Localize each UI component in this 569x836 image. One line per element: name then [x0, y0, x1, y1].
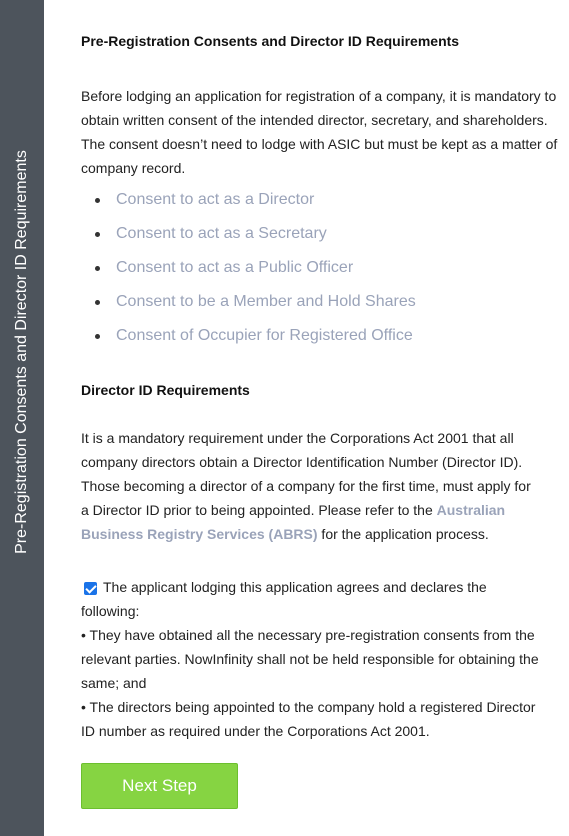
section-title-director-id: Director ID Requirements [81, 382, 250, 398]
list-item[interactable] [95, 254, 416, 288]
agreement-text: The applicant lodging this application agrees and declares the following: [81, 579, 487, 619]
list-item[interactable] [95, 288, 416, 322]
director-id-paragraph [81, 426, 541, 546]
consent-link[interactable]: Consent to be a Member and Hold Shares [116, 293, 416, 310]
agreement-block [81, 575, 541, 743]
director-id-text-end: for the application process. [317, 526, 489, 542]
section-title-consents: Pre-Registration Consents and Director ID Requirements [81, 33, 460, 49]
consent-list [95, 186, 416, 356]
list-item[interactable] [95, 186, 416, 220]
consents-intro: Before lodging an application for registration of a company, it is mandatory to obtain written consent of the intended director, secretary, and shareholders. The consent doesn’t need to lodge with ASIC but must be kept as a matter of company record. [81, 88, 558, 176]
list-item[interactable] [95, 220, 416, 254]
agreement-director-id-declaration: • The directors being appointed to the company hold a registered Director ID number as required under the Corporations Act 2001. [81, 699, 536, 739]
bullet-icon [95, 198, 100, 203]
sidebar-title: Pre-Registration Consents and Director ID Requirements [13, 150, 30, 554]
consent-link[interactable]: Consent to act as a Director [116, 191, 315, 208]
agreement-line [81, 575, 541, 623]
consent-link[interactable]: Consent of Occupier for Registered Office [116, 327, 413, 344]
agreement-consents-declaration: • They have obtained all the necessary pre-registration consents from the relevant parties. NowInfinity shall not be held responsible for obtaining the same; and [81, 627, 539, 691]
bullet-icon [95, 266, 100, 271]
bullet-icon [95, 300, 100, 305]
abrs-link[interactable]: Australian Business Registry Services (ABRS) [81, 502, 506, 542]
sidebar [0, 0, 44, 836]
consent-link[interactable]: Consent to act as a Public Officer [116, 259, 354, 276]
bullet-icon [95, 334, 100, 339]
list-item[interactable] [95, 322, 416, 356]
director-id-text: It is a mandatory requirement under the Corporations Act 2001 that all company directors obtain a Director Identification Number (Director ID). Those becoming a director of a company for the first time, must apply for a Director ID prior to being appointed. Please refer to the [81, 430, 531, 518]
bullet-icon [95, 232, 100, 237]
next-step-button[interactable]: Next Step [81, 763, 238, 809]
consent-link[interactable]: Consent to act as a Secretary [116, 225, 327, 242]
agree-checkbox[interactable] [84, 582, 97, 595]
